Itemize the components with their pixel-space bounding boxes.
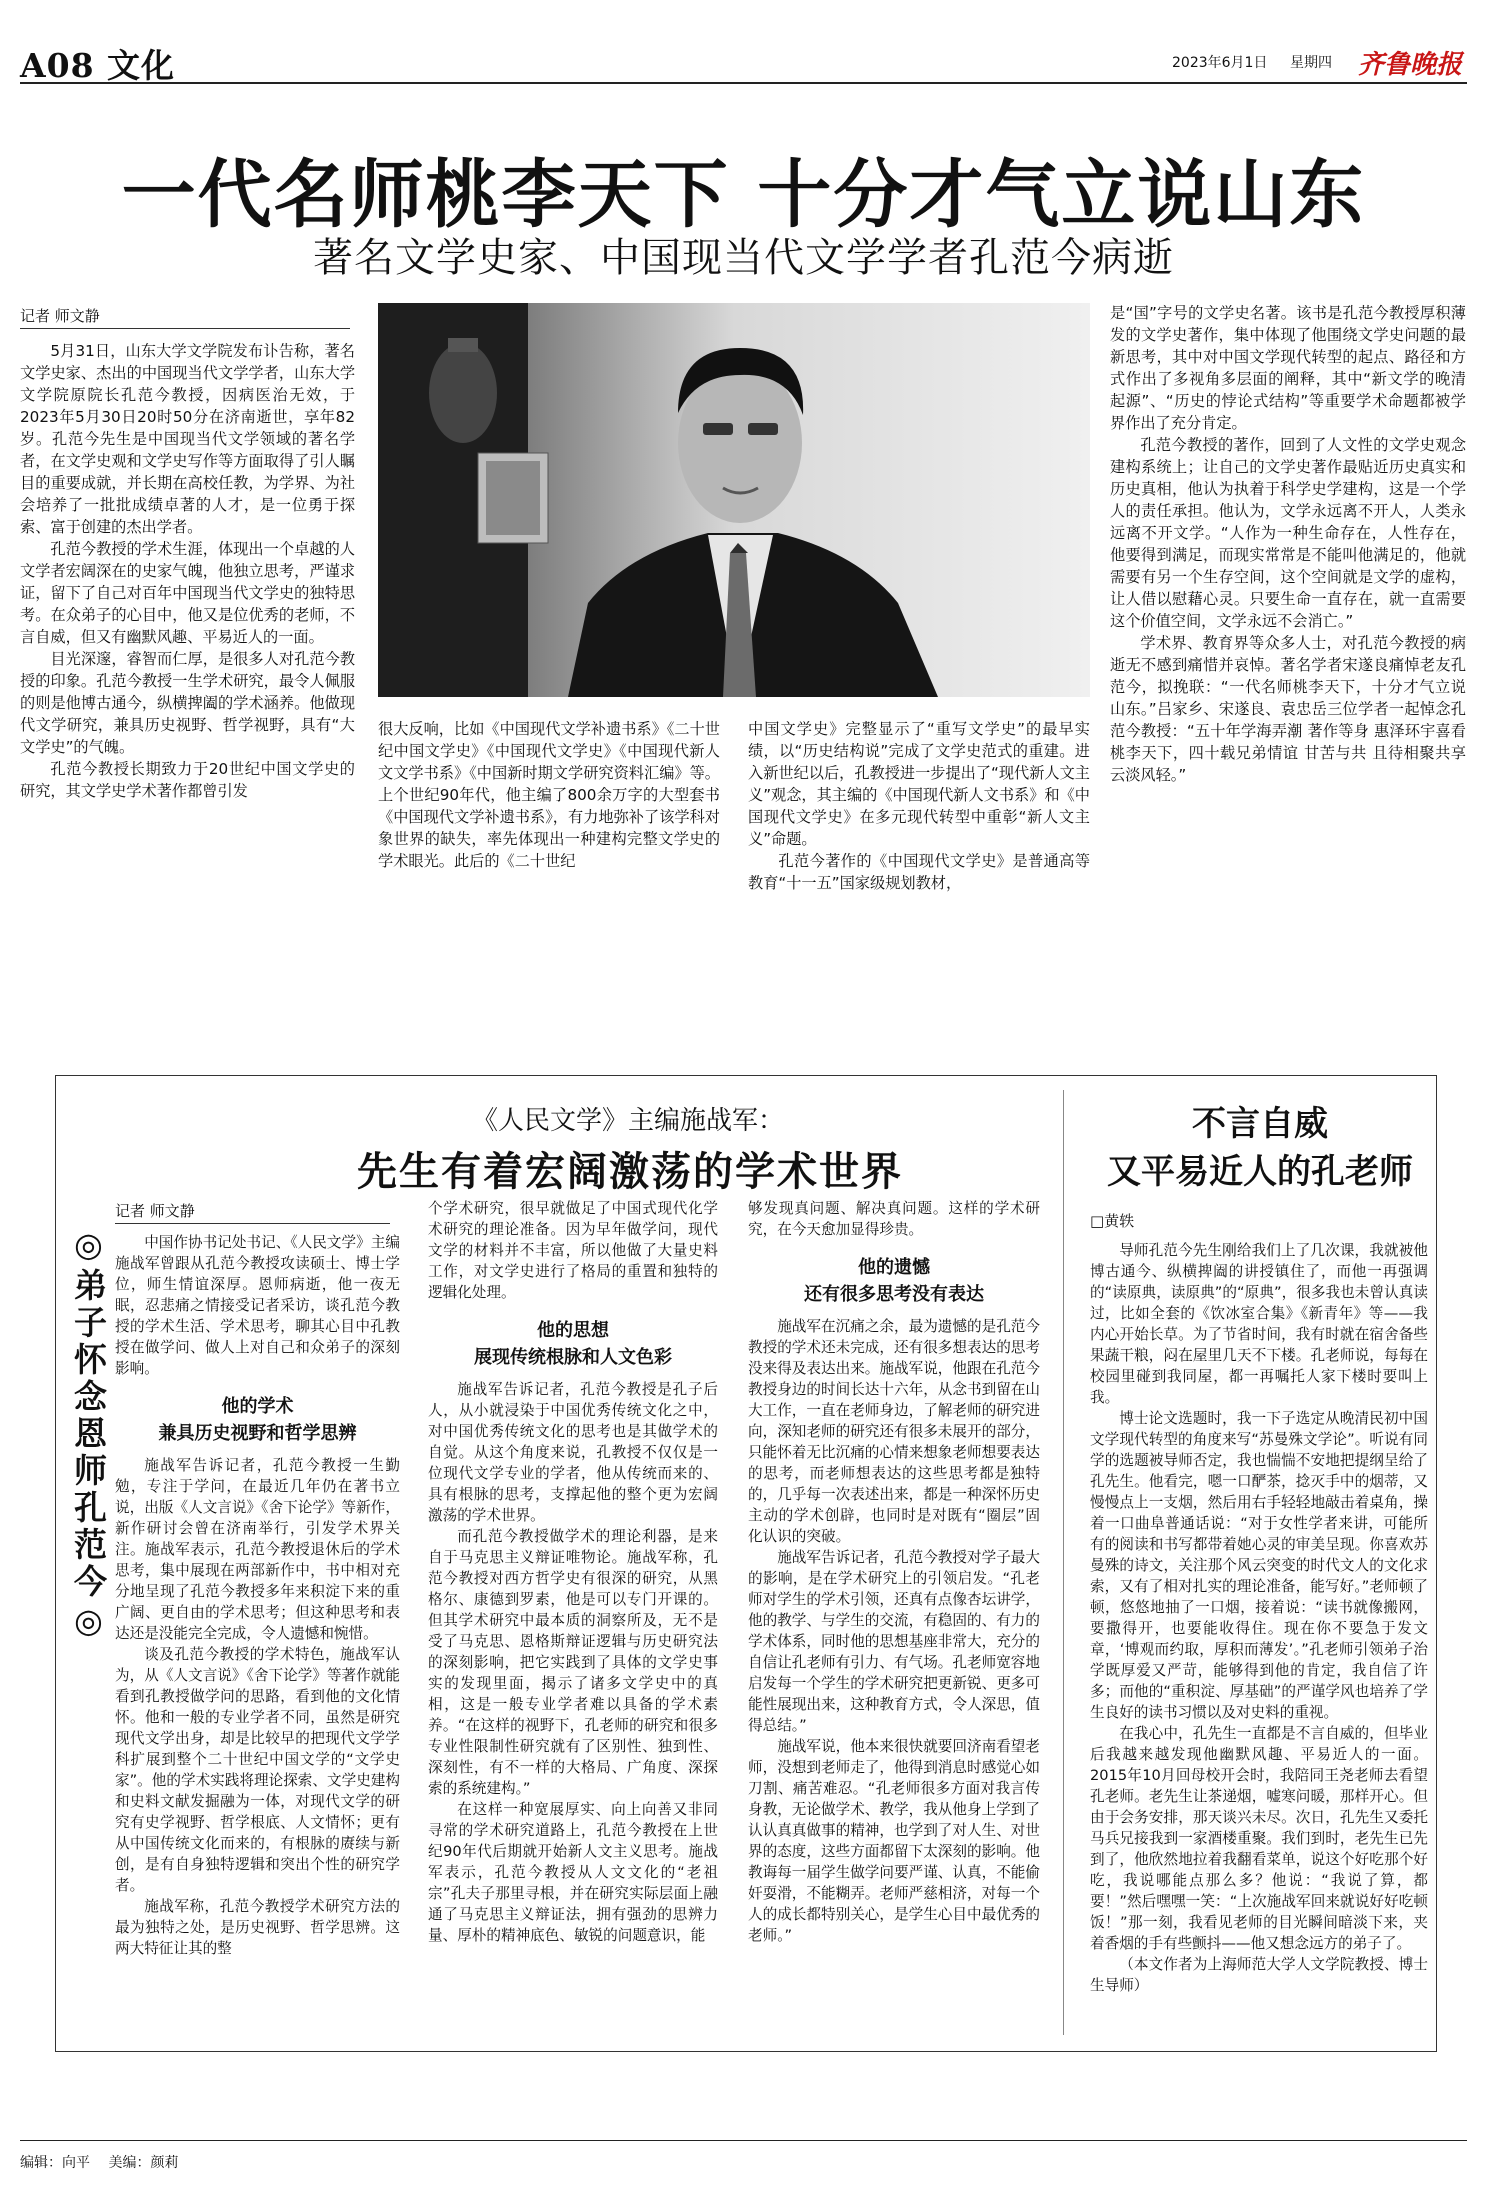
main-col-1 bbox=[20, 340, 355, 802]
feature-subhead: 他的思想 展现传统根脉和人文色彩 bbox=[474, 1320, 672, 1368]
feature-subhead: 他的学术 兼具历史视野和哲学思辨 bbox=[158, 1396, 357, 1444]
feature-paragraph: 在这样一种宽展厚实、向上向善又非同寻常的学术研究道路上，孔范今教授在上世纪90年代后期就开始新人文主义思考。施战军表示，孔范今教授从人文文化的“老祖宗”孔夫子那里寻根，并在研究实际层面上融通了马克思主义辩证法，拥有强劲的思辨力量、厚朴的精神底色、敏锐的问题意识，能 bbox=[428, 1801, 718, 1944]
feature-paragraph: 够发现真问题、解决真问题。这样的学术研究，在今天愈加显得珍贵。 bbox=[748, 1200, 1040, 1238]
feature-paragraph: 施战军在沉痛之余，最为遗憾的是孔范今教授的学术还未完成，还有很多想表达的思考没来得及表达出来。施战军说，他跟在孔范今教授身边的时间长达十六年，从念书到留在山大工作，一直在老师身边，了解老师的研究进向，深知老师的研究还有很多未展开的部分，只能怀着无比沉痛的心情来想象老师想要表达的思考，而老师想表达的这些思考都是独特的，几乎每一次表述出来，都是一种深怀历史主动的学术创辟，也同时是对既有“圈层”固化认识的突破。 bbox=[748, 1318, 1040, 1545]
main-paragraph: 中国文学史》完整显示了“重写文学史”的最早实绩，以“历史结构说”完成了文学史范式的重建。进入新世纪以后，孔教授进一步提出了“现代新人文主义”观念，其主编的《中国现代新人文书系》和《中国现代文学史》在多元现代转型中重彰“新人文主义”命题。 bbox=[748, 720, 1090, 848]
side-article-author: □黄轶 bbox=[1090, 1212, 1135, 1230]
main-paragraph: 孔范今教授的学术生涯，体现出一个卓越的人文学者宏阔深在的史家气魄，他独立思考，严谨求证，留下了自己对百年中国现当代文学史的独特思考。在众弟子的心目中，他又是位优秀的老师，不言自威，但又有幽默风趣、平易近人的一面。 bbox=[20, 540, 355, 646]
main-col-2 bbox=[378, 718, 720, 872]
side-author-note: （本文作者为上海师范大学人文学院教授、博士生导师） bbox=[1090, 1956, 1428, 1994]
feature-paragraph: 施战军告诉记者，孔范今教授一生勤勉，专注于学问，在最近几年仍在著书立说，出版《人文言说》《舍下论学》等新作，新作研讨会曾在济南举行，引发学术界关注。施战军表示，孔范今教授退休后的学术思考，集中展现在两部新作中，书中相对充分地呈现了孔范今教授多年来积淀下来的重广阔、更自由的学术思考；但这种思考和表达还是没能完全完成，令人遗憾和惋惜。 bbox=[115, 1457, 400, 1642]
feature-vertical-title: ◎弟子怀念恩师孔范今◎ bbox=[69, 1225, 108, 1644]
main-paragraph: 目光深邃，睿智而仁厚，是很多人对孔范今教授的印象。孔范今教授一生学术研究，最令人佩服的则是他博古通今，纵横捭阖的学术涵养。他做现代文学研究，兼具历史视野、哲学视野，具有“大文学史”的气魄。 bbox=[20, 650, 355, 756]
main-byline: 记者 师文静 bbox=[20, 305, 350, 329]
main-paragraph: 孔范今著作的《中国现代文学史》是普通高等教育“十一五”国家级规划教材， bbox=[748, 852, 1090, 892]
feature-paragraph: 施战军告诉记者，孔范今教授对学子最大的影响，是在学术研究上的引领启发。“孔老师对学生的学术引领，还真有点像杏坛讲学，他的教学、与学生的交流，有稳固的、有力的学术体系，同时他的思想基座非常大，充分的自信让孔老师有引力、有气场。孔老师宽容地启发每一个学生的学术研究把更新锐、更多可能性展现出来，这种教育方式，令人深思，值得总结。” bbox=[748, 1549, 1040, 1734]
portrait-photo bbox=[378, 303, 1090, 697]
side-article-body bbox=[1090, 1240, 1428, 1996]
column-divider bbox=[1063, 1090, 1064, 2035]
issue-date: 2023年6月1日 bbox=[1172, 55, 1268, 71]
feature-deck: 《人民文学》主编施战军： bbox=[471, 1106, 784, 1136]
feature-byline: 记者 师文静 bbox=[115, 1200, 390, 1224]
main-paragraph: 孔范今教授的著作，回到了人文性的文学史观念建构系统上；让自己的文学史著作最贴近历史真实和历史真相，他认为执着于科学史学建构，这是一个学人的责任承担。他认为，文学永远离不开人，人类永远离不开文学。“人作为一种生命存在，人性存在，他要得到满足，而现实常常是不能叫他满足的，他就需要有另一个生存空间，这个空间就是文学的虚构，让人借以慰藉心灵。只要生命一直存在，就一直需要这个价值空间，文学永远不会消亡。” bbox=[1110, 436, 1466, 630]
footer-designer: 美编：颜莉 bbox=[108, 2155, 179, 2171]
feature-paragraph: 施战军称，孔范今教授学术研究方法的最为独特之处，是历史视野、哲学思辨。这两大特征让其的整 bbox=[115, 1898, 400, 1957]
main-paragraph: 5月31日，山东大学文学院发布讣告称，著名文学史家、杰出的中国现当代文学学者，山东大学文学院原院长孔范今教授，因病医治无效，于2023年5月30日20时50分在济南逝世，享年82岁。孔范今先生是中国现当代文学领域的著名学者，在文学史观和文学史写作等方面取得了引人瞩目的重要成就，并长期在高校任教，为学界、为社会培养了一批批成绩卓著的人才，是一位勇于探索、富于创建的杰出学者。 bbox=[20, 342, 355, 536]
feature-paragraph: 个学术研究，很早就做足了中国式现代化学术研究的理论准备。因为早年做学问，现代文学的材料并不丰富，所以他做了大量史料工作，对文学史进行了格局的重置和独特的逻辑化处理。 bbox=[428, 1200, 718, 1301]
main-paragraph: 是“国”字号的文学史名著。该书是孔范今教授厚积薄发的文学史著作，集中体现了他围绕文学史问题的最新思考，其中对中国文学现代转型的起点、路径和方式作出了多视角多层面的阐释，其中“新文学的晚清起源”、“历史的悖论式结构”等重要学术命题都被学界作出了充分肯定。 bbox=[1110, 304, 1466, 432]
feature-col-2 bbox=[428, 1198, 718, 1946]
main-paragraph: 孔范今教授长期致力于20世纪中国文学史的研究，其文学史学术著作都曾引发 bbox=[20, 760, 355, 800]
main-headline: 一代名师桃李天下 十分才气立说山东 bbox=[121, 152, 1366, 238]
feature-paragraph: 施战军告诉记者，孔范今教授是孔子后人，从小就浸染于中国优秀传统文化之中，对中国优秀传统文化的思考也是其做学术的自觉。从这个角度来说，孔教授不仅仅是一位现代文学专业的学者，他从传统而来的、具有根脉的思考，支撑起他的整个更为宏阔激荡的学术世界。 bbox=[428, 1381, 718, 1524]
feature-paragraph: 而孔范今教授做学术的理论利器，是来自于马克思主义辩证唯物论。施战军称，孔范今教授对西方哲学史有很深的研究，从黑格尔、康德到罗素，他是可以专门开课的。但其学术研究中最本质的洞察所及，无不是受了马克思、恩格斯辩证逻辑与历史研究法的深刻影响，把它实践到了具体的文学史事实的发现里面，揭示了诸多文学史中的真相，这是一般专业学者难以具备的学术素养。“在这样的视野下，孔老师的研究和很多专业性限制性研究就有了区别性、独到性、深刻性，有不一样的大格局、广角度、深探索的系统建构。” bbox=[428, 1528, 718, 1797]
issue-weekday: 星期四 bbox=[1290, 55, 1332, 71]
main-paragraph: 学术界、教育界等众多人士，对孔范今教授的病逝无不感到痛惜并哀悼。著名学者宋遂良痛悼老友孔范今，拟挽联：“一代名师桃李天下，十分才气立说山东。”吕家乡、宋遂良、袁忠岳三位学者一起悼念孔范今教授：“五十年学海弄潮 著作等身 惠泽环宇喜看桃李天下，四十载兄弟情谊 甘苦与共 且待相聚共享云淡风轻。” bbox=[1110, 634, 1466, 784]
header-rule bbox=[20, 82, 1467, 84]
feature-paragraph: 施战军说，他本来很快就要回济南看望老师，没想到老师走了，他得到消息时感觉心如刀割、痛苦难忍。“孔老师很多方面对我言传身教，无论做学术、教学，我从他身上学到了认认真真做事的精神，也学到了对人生、对世界的态度，这些方面都留下太深刻的影响。他教诲每一届学生做学问要严谨、认真，不能偷奸耍滑，不能糊弄。老师严慈相济，对每一个人的成长都特别关心，是学生心目中最优秀的老师。” bbox=[748, 1738, 1040, 1944]
main-paragraph: 很大反响，比如《中国现代文学补遗书系》《二十世纪中国文学史》《中国现代文学史》《中国现代新人文文学书系》《中国新时期文学研究资料汇编》等。上个世纪90年代，他主编了800余万字的大型套书《中国现代文学补遗书系》，有力地弥补了该学科对象世界的缺失，率先体现出一种建构完整文学史的学术眼光。此后的《二十世纪 bbox=[378, 720, 720, 870]
side-paragraph: 博士论文选题时，我一下子选定从晚清民初中国文学现代转型的角度来写“苏曼殊文学论”。听说有同学的选题被导师否定，我也惴惴不安地把提纲呈给了孔先生。他看完，嗯一口酽茶，捻灭手中的烟蒂，又慢慢点上一支烟，然后用右手轻轻地敲击着桌角，操着一口曲阜普通话说：“对于女性学者来讲，可能所有的阅读和书写都带着她心灵的审美呈现。你喜欢苏曼殊的诗文，关注那个风云突变的时代文人的文化求索，又有了相对扎实的理论准备，能写好。”老师顿了顿，悠悠地抽了一口烟，接着说：“读书就像搬网，要撒得开，也要能收得住。现在你不要急于发文章，‘博观而约取，厚积而薄发’。”孔老师引领弟子治学既厚爱又严苛，能够得到他的肯定，我自信了许多；而他的“重积淀、厚基础”的严谨学风也培养了学生良好的读书习惯以及对史料的重视。 bbox=[1090, 1410, 1428, 1721]
side-paragraph: 导师孔范今先生刚给我们上了几次课，我就被他博古通今、纵横捭阖的讲授镇住了，而他一再强调的“读原典，读原典”的“原典”，很多我也未曾认真读过，比如全套的《饮冰室合集》《新青年》等——我内心开始长草。为了节省时间，我有时就在宿舍备些果蔬干粮，闷在屋里几天不下楼。孔老师说，每每在校园里碰到我同屋，都一再嘱托人家下楼时要叫上我。 bbox=[1090, 1242, 1428, 1406]
footer-rule bbox=[20, 2140, 1467, 2141]
sub-headline: 著名文学史家、中国现当代文学学者孔范今病逝 bbox=[313, 235, 1174, 281]
main-col-4 bbox=[1110, 302, 1466, 786]
footer-editor: 编辑：向平 bbox=[20, 2155, 90, 2171]
feature-paragraph: 中国作协书记处书记、《人民文学》主编施战军曾跟从孔范今教授攻读硕士、博士学位，师生情谊深厚。恩师病逝，他一夜无眠，忍悲痛之情接受记者采访，谈孔范今教授的学术生活、学术思考，聊其心目中孔教授在做学问、做人上对自己和众弟子的深刻影响。 bbox=[115, 1234, 400, 1377]
feature-title: 先生有着宏阔激荡的学术世界 bbox=[357, 1148, 903, 1195]
side-article-title: 不言自威 又平易近人的孔老师 bbox=[1107, 1104, 1413, 1192]
main-col-3 bbox=[748, 718, 1090, 894]
side-paragraph: 在我心中，孔先生一直都是不言自威的，但毕业后我越来越发现他幽默风趣、平易近人的一面。2015年10月回母校开会时，我陪同王尧老师去看望孔老师。老先生让茶递烟，嘘寒问暖，那样开心。但由于会务安排，那天谈兴未尽。次日，孔先生又委托马兵兄接我到一家酒楼重聚。我们到时，老先生已先到了，他欣然地拉着我翻看菜单，说这个好吃那个好吃，我说哪能点那么多？他说：“我说了算，都要！”然后嘿嘿一笑：“上次施战军回来就说好好吃顿饭！”那一刻，我看见老师的目光瞬间暗淡下来，夹着香烟的手有些颤抖——他又想念远方的弟子了。 bbox=[1090, 1725, 1428, 1952]
newspaper-logo: 齐鲁晚报 bbox=[1358, 50, 1463, 80]
section-label: A08 文化 bbox=[20, 46, 176, 85]
feature-col-1 bbox=[115, 1232, 400, 1959]
footer-credits bbox=[20, 2152, 178, 2172]
feature-paragraph: 谈及孔范今教授的学术特色，施战军认为，从《人文言说》《舍下论学》等著作就能看到孔教授做学问的思路，看到他的文化情怀。他和一般的专业学者不同，虽然是研究现代文学出身，却是比较早的把现代文学学科扩展到整个二十世纪中国文学的“文学史家”。他的学术实践将理论探索、文学史建构和史料文献发掘融为一体，对现代文学的研究有史学视野、哲学根底、人文情怀；更有从中国传统文化而来的，有根脉的赓续与新创，是有自身独特逻辑和突出个性的研究学者。 bbox=[115, 1646, 400, 1894]
feature-col-3 bbox=[748, 1198, 1040, 1946]
feature-subhead: 他的遗憾 还有很多思考没有表达 bbox=[804, 1257, 984, 1305]
